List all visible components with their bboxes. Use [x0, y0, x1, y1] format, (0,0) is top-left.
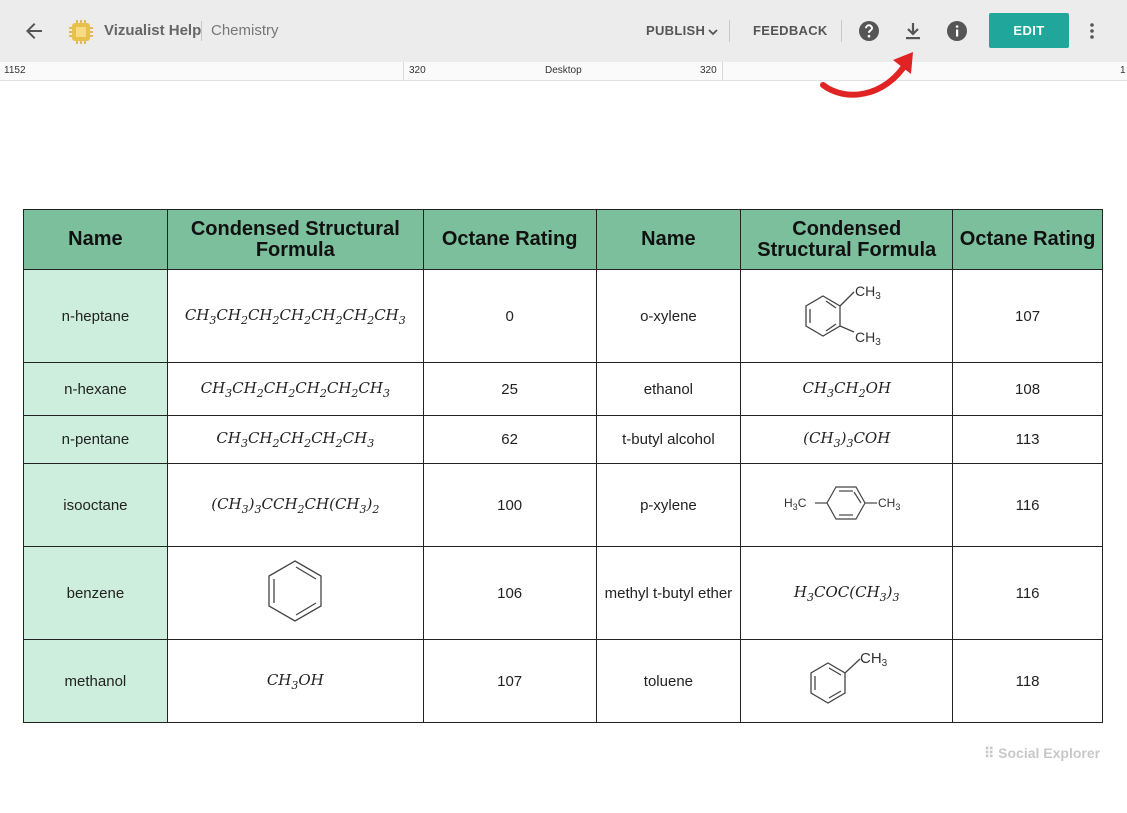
formula-cell [167, 640, 423, 723]
octane-value: 113 [953, 416, 1103, 464]
p-xylene-structure [782, 475, 912, 531]
octane-value: 25 [423, 363, 596, 416]
formula-text: $CH_3CH_2OH$ [802, 378, 891, 400]
header-name: Name [596, 210, 741, 270]
project-name: Chemistry [211, 22, 279, 39]
info-icon[interactable] [946, 20, 968, 42]
octane-value: 116 [953, 464, 1103, 547]
app-title: Vizualist Help [104, 22, 202, 39]
table-row [24, 416, 1103, 464]
octane-value: 108 [953, 363, 1103, 416]
formula-cell [167, 270, 423, 363]
compound-name: n-hexane [24, 363, 168, 416]
compound-name: ethanol [596, 363, 741, 416]
header-octane: Octane Rating [953, 210, 1103, 270]
help-icon[interactable] [858, 20, 880, 42]
toluene-structure [792, 647, 902, 711]
octane-value: 118 [953, 640, 1103, 723]
back-arrow-icon[interactable] [22, 19, 46, 43]
formula-text: $CH_3CH_2CH_2CH_2CH_2CH_3$ [200, 378, 390, 400]
ruler-tick [722, 62, 723, 80]
svg-text:CH3: $CH_3$ [877, 496, 901, 512]
table-row [24, 270, 1103, 363]
toolbar-divider [841, 20, 842, 42]
formula-text: $CH_3CH_2CH_2CH_2CH_2CH_2CH_3$ [184, 305, 406, 327]
table-row [24, 640, 1103, 723]
octane-value: 107 [423, 640, 596, 723]
formula-text: $(CH_3)_3CCH_2CH(CH_3)_2$ [211, 494, 380, 516]
svg-text:CH3: $CH_3$ [854, 283, 881, 302]
logo-icon [68, 19, 94, 45]
formula-text: $H_3COC(CH_3)_3$ [793, 582, 900, 604]
feedback-button[interactable]: FEEDBACK [753, 23, 828, 38]
ruler-left-value: 1152 [4, 65, 26, 76]
download-icon[interactable] [902, 20, 924, 42]
publish-button[interactable] [646, 23, 719, 38]
formula-text: $CH_3OH$ [266, 670, 324, 692]
octane-value: 107 [953, 270, 1103, 363]
more-vert-icon[interactable] [1082, 20, 1102, 42]
header-octane: Octane Rating [423, 210, 596, 270]
publish-label: PUBLISH [646, 23, 706, 38]
table-row [24, 547, 1103, 640]
header-formula: Condensed Structural Formula [741, 210, 953, 270]
formula-cell [167, 464, 423, 547]
formula-cell [741, 464, 953, 547]
credit-text: Social Explorer [998, 745, 1101, 761]
compound-name: methyl t-butyl ether [596, 547, 741, 640]
formula-cell [167, 547, 423, 640]
table-row [24, 464, 1103, 547]
header-name: Name [24, 210, 168, 270]
octane-value: 116 [953, 547, 1103, 640]
octane-value: 106 [423, 547, 596, 640]
svg-text:CH3: $CH_3$ [859, 650, 887, 669]
compound-name: n-heptane [24, 270, 168, 363]
edit-button[interactable]: EDIT [989, 13, 1069, 48]
credit-watermark [984, 745, 1100, 762]
svg-text:H3C: $H_3C$ [783, 496, 807, 512]
formula-cell [741, 270, 953, 363]
ruler-right-value: 1 [1120, 65, 1126, 76]
annotation-arrow-icon [815, 40, 925, 110]
compound-name: methanol [24, 640, 168, 723]
benzene-structure [263, 557, 327, 625]
compound-name: p-xylene [596, 464, 741, 547]
formula-cell [167, 363, 423, 416]
toolbar-divider [729, 20, 730, 42]
header-formula: Condensed Structural Formula [167, 210, 423, 270]
layout-ruler [0, 62, 1127, 81]
formula-cell [741, 363, 953, 416]
compound-name: n-pentane [24, 416, 168, 464]
octane-value: 62 [423, 416, 596, 464]
formula-cell [741, 416, 953, 464]
formula-cell [741, 640, 953, 723]
table-row [24, 363, 1103, 416]
compound-name: t-butyl alcohol [596, 416, 741, 464]
octane-table [23, 209, 1103, 723]
ruler-right-mid: 320 [700, 65, 717, 76]
top-bar [0, 0, 1127, 62]
compound-name: benzene [24, 547, 168, 640]
octane-value: 0 [423, 270, 596, 363]
table-header-row [24, 210, 1103, 270]
octane-value: 100 [423, 464, 596, 547]
formula-text: $(CH_3)_3COH$ [803, 429, 891, 450]
o-xylene-structure [797, 282, 897, 346]
compound-name: isooctane [24, 464, 168, 547]
dots-icon: ⠿ [984, 745, 999, 761]
svg-text:CH3: $CH_3$ [854, 329, 881, 346]
ruler-tick [403, 62, 404, 80]
formula-cell [741, 547, 953, 640]
chevron-down-icon [707, 26, 719, 38]
compound-name: o-xylene [596, 270, 741, 363]
formula-cell [167, 416, 423, 464]
compound-name: toluene [596, 640, 741, 723]
ruler-center-label: Desktop [545, 65, 582, 76]
ruler-left-mid: 320 [409, 65, 426, 76]
formula-text: $CH_3CH_2CH_2CH_2CH_3$ [216, 429, 375, 450]
title-divider [201, 21, 202, 41]
